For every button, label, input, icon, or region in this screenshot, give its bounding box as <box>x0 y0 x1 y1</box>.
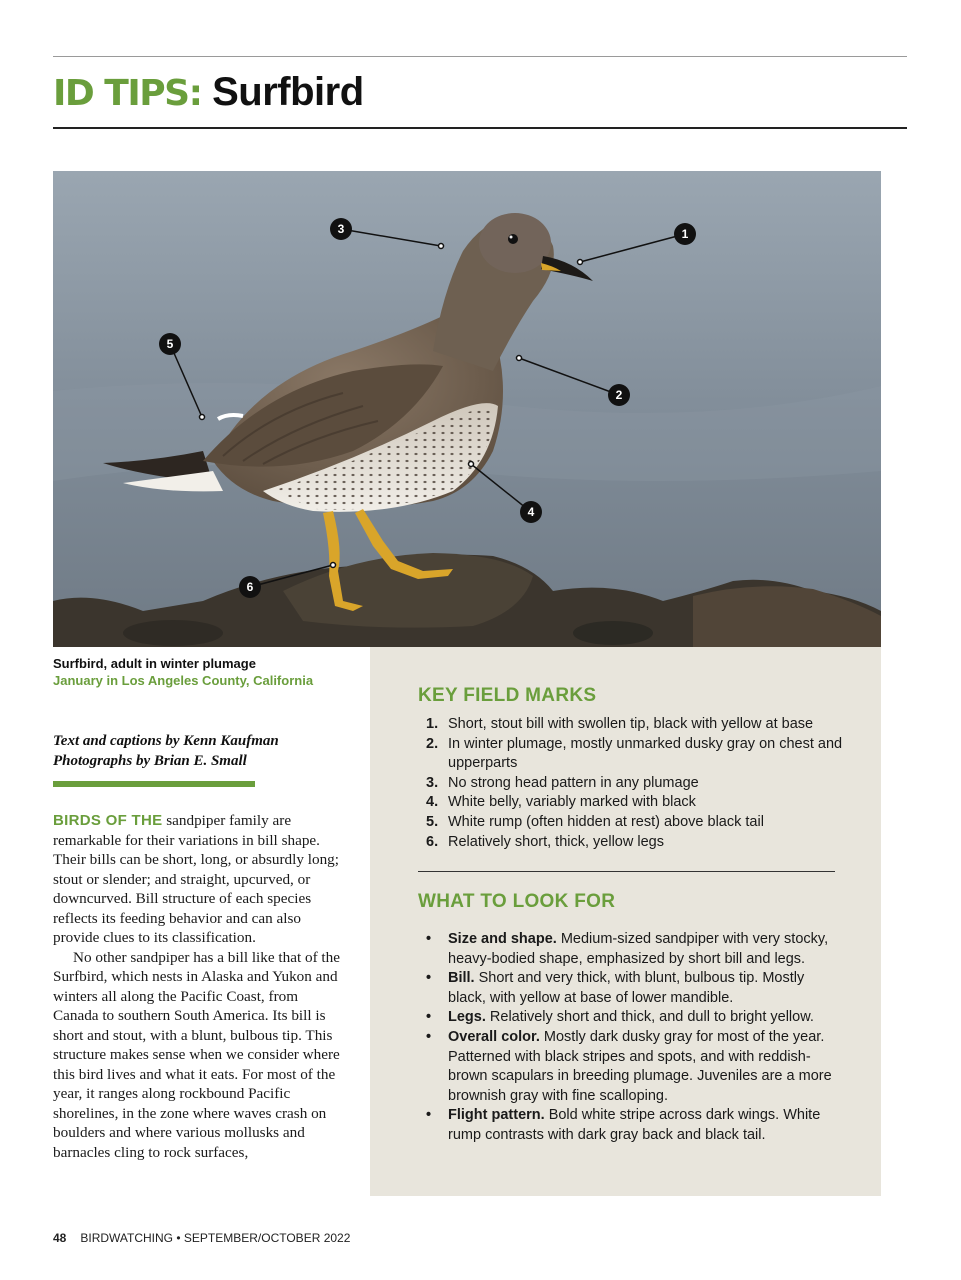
article-paragraph: BIRDS OF THE sandpiper family are remarkable for their variations in bill shape. Their bills can be short, long, or absurdly long; stout or slender; and straight, upcurved, or downcurved. Bill structure of each species reflects its feeding behavior and can also provide clues to its classification. <box>53 812 339 946</box>
svg-text:1: 1 <box>681 227 689 241</box>
callout-6 <box>239 576 261 598</box>
field-mark-number: 5. <box>426 813 439 830</box>
bullet-icon: • <box>426 1107 432 1124</box>
field-mark-item <box>418 774 848 794</box>
photo-caption-location: January in Los Angeles County, California <box>53 673 314 688</box>
look-for-text: Bold white stripe across dark wings. White rump contrasts with dark gray back and black tail. <box>448 1107 821 1143</box>
look-for-label: Flight pattern. <box>448 1107 545 1124</box>
title-kicker: ID TIPS: <box>53 73 202 114</box>
page-title <box>53 68 364 118</box>
svg-text:2: 2 <box>615 388 623 402</box>
text-credit: Text and captions by Kenn Kaufman <box>53 733 279 749</box>
svg-text:5: 5 <box>166 337 174 351</box>
field-mark-text: Relatively short, thick, yellow legs <box>448 833 664 850</box>
look-for-item <box>418 1106 838 1145</box>
svg-text:6: 6 <box>246 580 254 594</box>
callout-3 <box>330 218 352 240</box>
field-mark-number: 6. <box>426 833 439 850</box>
look-for-text: Mostly dark dusky gray for most of the year. Patterned with black stripes and spots, and with reddish-brown scapulars in breeding plumage. Juveniles are a more brownish gray with fine scalloping. <box>448 1028 832 1104</box>
field-mark-item <box>418 793 848 813</box>
look-for-item <box>418 969 838 1008</box>
bullet-icon: • <box>426 1028 432 1045</box>
field-mark-text: Short, stout bill with swollen tip, black with yellow at base <box>448 716 814 732</box>
field-mark-item <box>418 813 848 833</box>
key-field-marks-list <box>418 715 848 852</box>
field-mark-item <box>418 735 848 774</box>
bullet-icon: • <box>426 1009 432 1026</box>
look-for-label: Bill. <box>448 970 475 987</box>
look-for-item <box>418 1008 838 1028</box>
title-species: Surfbird <box>212 70 364 114</box>
look-for-text: Medium-sized sandpiper with very stocky, heavy-bodied shape, emphasized by short bill and legs. <box>448 931 829 967</box>
field-mark-number: 3. <box>426 774 439 791</box>
field-mark-text: White belly, variably marked with black <box>448 794 696 811</box>
callout-4 <box>520 501 542 523</box>
svg-text:3: 3 <box>337 222 345 236</box>
look-for-item <box>418 930 838 969</box>
what-to-look-for-heading: WHAT TO LOOK FOR <box>418 891 616 912</box>
publication-line: BIRDWATCHING • SEPTEMBER/OCTOBER 2022 <box>80 1231 351 1245</box>
look-for-label: Legs. <box>448 1009 486 1026</box>
sidebar-panel <box>370 647 881 1196</box>
photo-credit: Photographs by Brian E. Small <box>53 753 247 769</box>
field-mark-text: White rump (often hidden at rest) above black tail <box>448 813 764 830</box>
article-body <box>53 811 343 1162</box>
top-rule <box>53 56 907 57</box>
field-mark-number: 4. <box>426 794 439 811</box>
credit-accent-bar <box>53 781 255 787</box>
callout-1 <box>674 223 696 245</box>
page-number: 48 <box>53 1231 67 1245</box>
surfbird-photo <box>53 171 881 647</box>
bullet-icon: • <box>426 970 432 987</box>
look-for-item <box>418 1028 838 1106</box>
look-for-text: Short and very thick, with blunt, bulbous tip. Mostly black, with yellow at base of lower mandible. <box>448 970 805 1006</box>
key-field-marks-heading: KEY FIELD MARKS <box>418 685 597 706</box>
look-for-label: Size and shape. <box>448 931 557 947</box>
article-paragraph: No other sandpiper has a bill like that of the Surfbird, which nests in Alaska and Yukon and winters all along the Pacific Coast, from Canada to southern South America. Its bill is short and stout, with a blunt, bulbous tip. This structure makes sense when we consider where this bird lives and what it eats. For most of the year, it ranges along rockbound Pacific shorelines, in the zone where waves crash on boulders and where various mollusks and barnacles cling to rock surfaces, <box>53 948 340 1161</box>
field-mark-text: In winter plumage, mostly unmarked dusky gray on chest and upperparts <box>448 735 843 772</box>
bullet-icon: • <box>426 931 432 947</box>
photo-caption: Surfbird, adult in winter plumage <box>53 656 256 671</box>
page-footer <box>53 1231 350 1245</box>
field-mark-text: No strong head pattern in any plumage <box>448 774 699 791</box>
surfbird-illustration <box>53 171 881 647</box>
title-rule <box>53 127 907 129</box>
look-for-label: Overall color. <box>448 1028 540 1045</box>
callout-2 <box>608 384 630 406</box>
field-mark-number: 1. <box>426 716 439 732</box>
svg-text:4: 4 <box>527 505 535 519</box>
credits <box>53 731 279 771</box>
field-mark-number: 2. <box>426 735 439 752</box>
lead-in: BIRDS OF THE <box>53 812 163 829</box>
panel-divider <box>418 871 835 872</box>
field-mark-item <box>418 833 848 853</box>
look-for-text: Relatively short and thick, and dull to bright yellow. <box>485 1009 814 1026</box>
callout-5 <box>159 333 181 355</box>
bird-eye <box>508 234 518 244</box>
what-to-look-for-list <box>418 930 838 1146</box>
field-mark-item <box>418 715 848 735</box>
